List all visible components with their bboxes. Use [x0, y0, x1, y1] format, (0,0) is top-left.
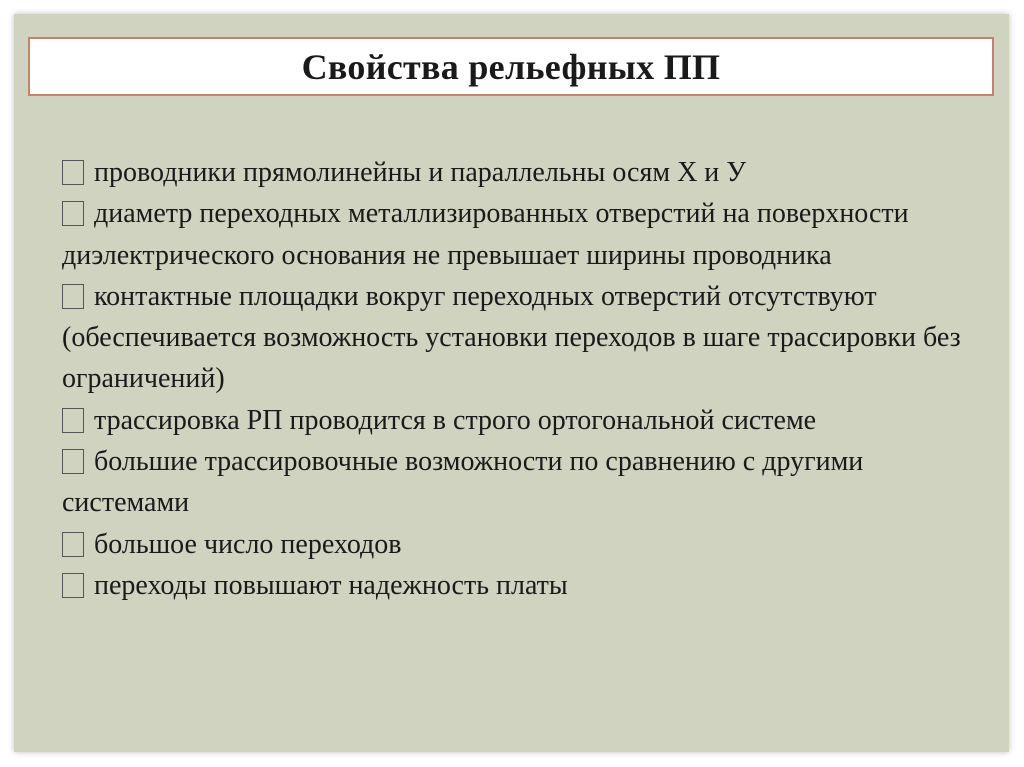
bullet-list [62, 152, 978, 606]
list-item [62, 565, 978, 606]
square-bullet-icon [62, 201, 84, 226]
list-item [62, 400, 978, 441]
square-bullet-icon [62, 284, 84, 309]
square-bullet-icon [62, 573, 84, 598]
list-item-text: диаметр переходных металлизированных отверстий на поверхности диэлектрического основания не превышает ширины проводника [62, 198, 909, 271]
list-item [62, 152, 978, 193]
slide-title: Свойства рельефных ПП [301, 46, 721, 87]
list-item [62, 441, 978, 524]
slide [14, 14, 1009, 752]
list-item [62, 524, 978, 565]
list-item-text: трассировка РП проводится в строго ортогональной системе [94, 404, 817, 436]
square-bullet-icon [62, 160, 84, 185]
list-item-text: проводники прямолинейны и параллельны осям X и У [94, 157, 747, 188]
square-bullet-icon [62, 408, 84, 433]
list-item-text: большое число переходов [94, 528, 402, 560]
square-bullet-icon [62, 532, 84, 557]
list-item-text: контактные площадки вокруг переходных отверстий отсутствуют (обеспечивается возможность установки переходов в шаге трассировки без ограничений) [62, 280, 961, 395]
list-item [62, 193, 978, 276]
title-box [28, 37, 994, 96]
list-item [62, 276, 978, 400]
list-item-text: переходы повышают надежность платы [94, 569, 568, 601]
square-bullet-icon [62, 449, 84, 474]
list-item-text: большие трассировочные возможности по сравнению с другими системами [62, 446, 864, 519]
